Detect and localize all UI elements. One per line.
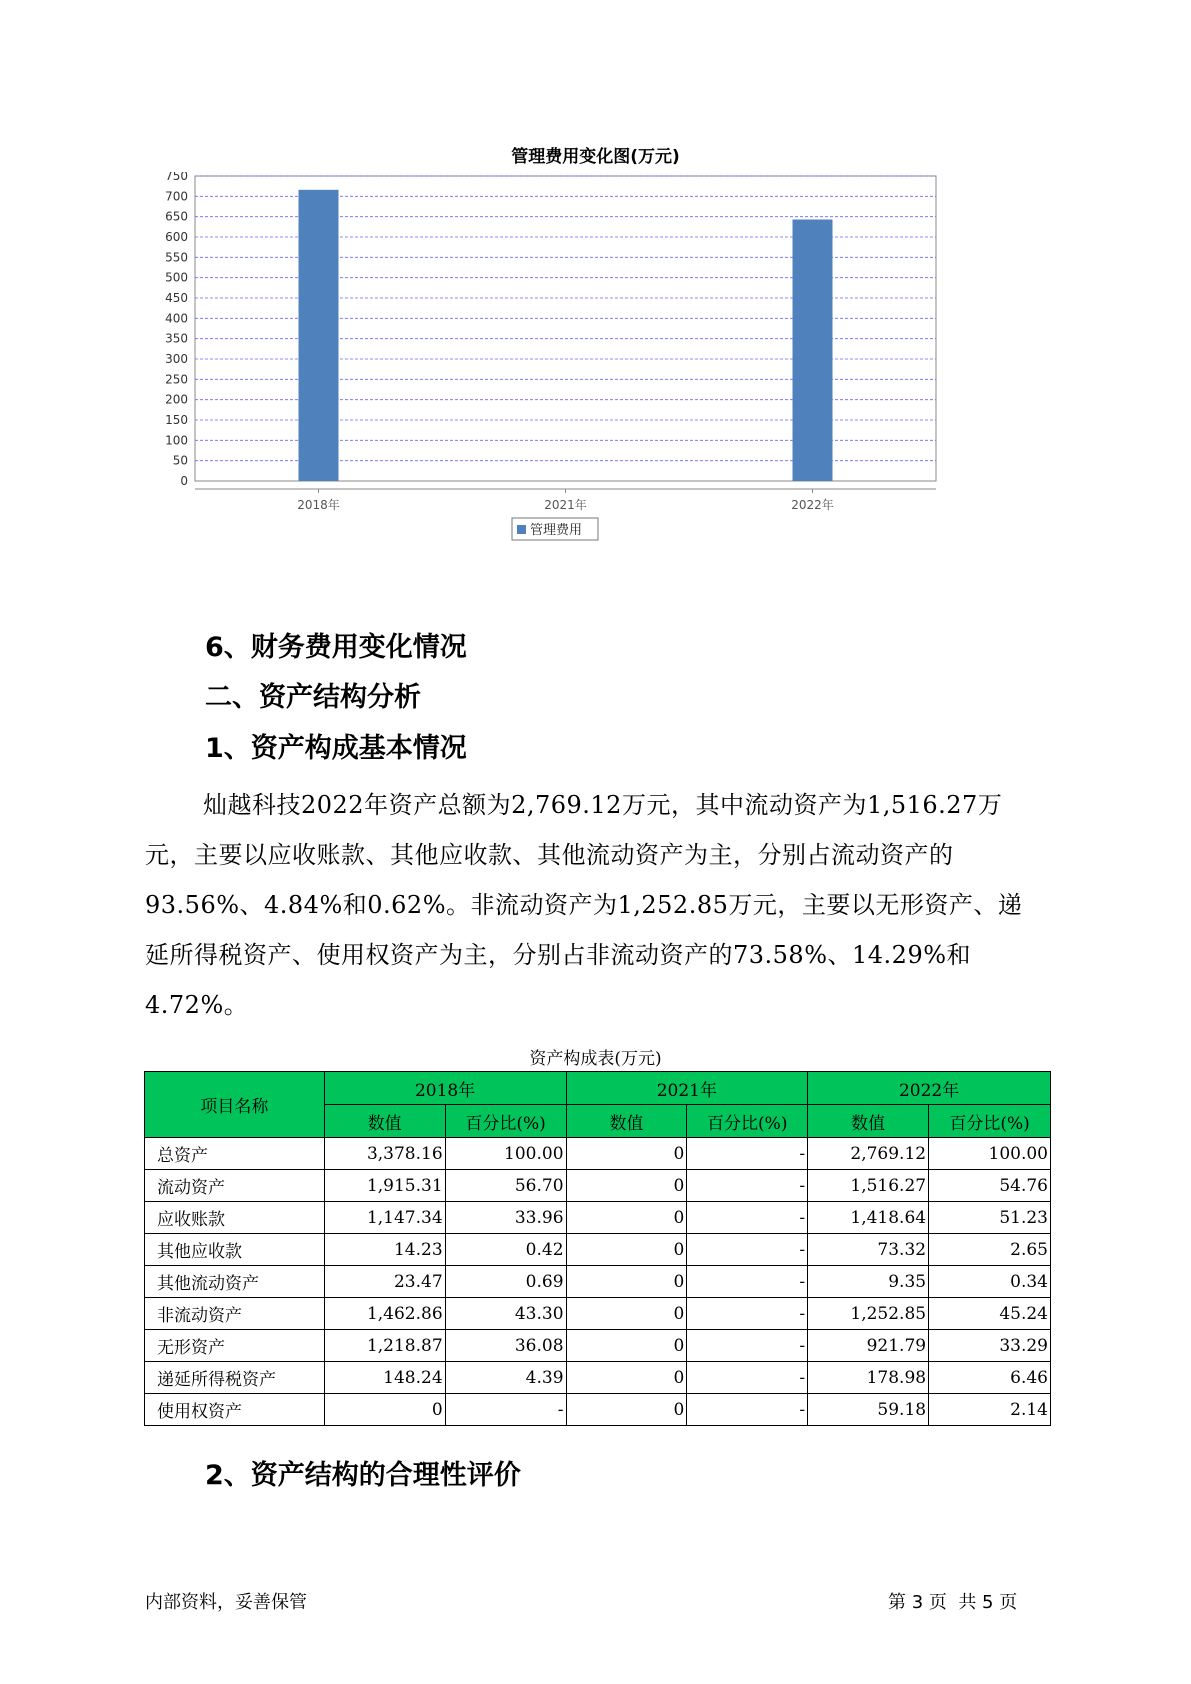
x-tick-label: 2018年 (297, 498, 340, 512)
cell-percent: 4.39 (445, 1362, 566, 1394)
cell-value: 0 (566, 1298, 687, 1330)
table-row (145, 1362, 1051, 1394)
table-row (145, 1266, 1051, 1298)
y-tick-label: 50 (172, 453, 188, 468)
cell-value: 0 (566, 1202, 687, 1234)
legend-swatch (517, 525, 526, 534)
cell-percent: - (687, 1202, 808, 1234)
header-value: 数值 (566, 1105, 687, 1138)
legend-label: 管理费用 (530, 523, 583, 538)
cell-percent: - (687, 1330, 808, 1362)
row-item-name: 使用权资产 (145, 1394, 325, 1426)
cell-value: 1,462.86 (324, 1298, 445, 1330)
cell-value: 0 (566, 1394, 687, 1426)
cell-value: 9.35 (808, 1266, 929, 1298)
cell-value: 1,516.27 (808, 1170, 929, 1202)
cell-value: 0 (566, 1138, 687, 1170)
cell-value: 59.18 (808, 1394, 929, 1426)
cell-value: 0 (566, 1330, 687, 1362)
cell-percent: - (687, 1266, 808, 1298)
cell-value: 3,378.16 (324, 1138, 445, 1170)
cell-value: 14.23 (324, 1234, 445, 1266)
cell-percent: 6.46 (929, 1362, 1051, 1394)
row-item-name: 其他流动资产 (145, 1266, 325, 1298)
cell-percent: 2.65 (929, 1234, 1051, 1266)
y-tick-label: 0 (180, 474, 188, 488)
table-row (145, 1138, 1051, 1170)
cell-percent: 2.14 (929, 1394, 1051, 1426)
footer-page-number: 第 3 页 共 5 页 (888, 1592, 1018, 1613)
cell-value: 0 (566, 1234, 687, 1266)
cell-percent: - (687, 1138, 808, 1170)
cell-percent: 100.00 (929, 1138, 1051, 1170)
heading-asset-composition: 1、资产构成基本情况 (205, 733, 467, 764)
cell-value: 148.24 (324, 1362, 445, 1394)
cell-value: 0 (324, 1394, 445, 1426)
y-tick-label: 300 (165, 352, 188, 366)
x-tick-label: 2022年 (791, 498, 834, 512)
table-caption: 资产构成表(万元) (529, 1049, 662, 1069)
y-tick-label: 250 (165, 372, 188, 387)
x-tick-label: 2021年 (544, 498, 587, 512)
header-item-name: 项目名称 (145, 1072, 325, 1138)
cell-percent: 100.00 (445, 1138, 566, 1170)
row-item-name: 无形资产 (145, 1330, 325, 1362)
table-header-row (145, 1072, 1051, 1105)
y-tick-label: 500 (165, 270, 188, 285)
cell-percent: - (687, 1170, 808, 1202)
table-row (145, 1234, 1051, 1266)
cell-value: 23.47 (324, 1266, 445, 1298)
table-row (145, 1298, 1051, 1330)
heading-asset-structure: 二、资产结构分析 (205, 682, 421, 713)
cell-percent: 36.08 (445, 1330, 566, 1362)
header-year-2022: 2022年 (808, 1072, 1051, 1105)
heading-finance-expense: 6、财务费用变化情况 (205, 632, 467, 663)
header-year-2018: 2018年 (324, 1072, 566, 1105)
row-item-name: 流动资产 (145, 1170, 325, 1202)
cell-value: 0 (566, 1362, 687, 1394)
cell-value: 178.98 (808, 1362, 929, 1394)
table-row (145, 1330, 1051, 1362)
asset-summary-paragraph: 灿越科技2022年资产总额为2,769.12万元，其中流动资产为1,516.27万元，主要以应收账款、其他应收款、其他流动资产为主，分别占流动资产的93.56%、4.84%和0.62%。非流动资产为1,252.85万元，主要以无形资产、递延所得税资产、使用权资产为主，分别占非流动资产的73.58%、14.29%和4.72%。 (145, 791, 1023, 1019)
footer-confidential-note: 内部资料，妥善保管 (145, 1592, 307, 1613)
cell-percent: 54.76 (929, 1170, 1051, 1202)
y-tick-label: 600 (165, 230, 188, 244)
cell-percent: - (687, 1394, 808, 1426)
cell-value: 2,769.12 (808, 1138, 929, 1170)
cell-percent: - (445, 1394, 566, 1426)
row-item-name: 应收账款 (145, 1202, 325, 1234)
cell-value: 1,418.64 (808, 1202, 929, 1234)
cell-percent: 0.42 (445, 1234, 566, 1266)
y-tick-label: 350 (165, 331, 188, 346)
row-item-name: 其他应收款 (145, 1234, 325, 1266)
bar-2022年 (793, 220, 833, 481)
cell-percent: 45.24 (929, 1298, 1051, 1330)
cell-percent: - (687, 1234, 808, 1266)
header-year-2021: 2021年 (566, 1072, 808, 1105)
y-tick-label: 550 (165, 250, 188, 265)
cell-value: 73.32 (808, 1234, 929, 1266)
cell-percent: - (687, 1362, 808, 1394)
chart-title: 管理费用变化图(万元) (511, 147, 680, 167)
cell-value: 1,252.85 (808, 1298, 929, 1330)
cell-percent: - (687, 1298, 808, 1330)
cell-value: 1,218.87 (324, 1330, 445, 1362)
table-row (145, 1202, 1051, 1234)
cell-value: 0 (566, 1170, 687, 1202)
asset-composition-table (144, 1071, 1051, 1426)
header-value: 数值 (324, 1105, 445, 1138)
cell-percent: 33.96 (445, 1202, 566, 1234)
y-tick-label: 450 (165, 291, 188, 305)
header-percent: 百分比(%) (929, 1105, 1051, 1138)
cell-percent: 51.23 (929, 1202, 1051, 1234)
header-percent: 百分比(%) (445, 1105, 566, 1138)
bar-2018年 (299, 190, 339, 481)
cell-value: 0 (566, 1266, 687, 1298)
management-expense-bar-chart (160, 172, 1020, 592)
header-value: 数值 (808, 1105, 929, 1138)
y-tick-label: 400 (165, 311, 188, 326)
y-tick-label: 150 (165, 413, 188, 427)
row-item-name: 非流动资产 (145, 1298, 325, 1330)
cell-percent: 43.30 (445, 1298, 566, 1330)
y-tick-label: 100 (165, 433, 188, 448)
cell-value: 921.79 (808, 1330, 929, 1362)
table-row (145, 1394, 1051, 1426)
row-item-name: 递延所得税资产 (145, 1362, 325, 1394)
cell-value: 1,147.34 (324, 1202, 445, 1234)
cell-percent: 56.70 (445, 1170, 566, 1202)
row-item-name: 总资产 (145, 1138, 325, 1170)
cell-value: 1,915.31 (324, 1170, 445, 1202)
table-row (145, 1170, 1051, 1202)
y-tick-label: 650 (165, 209, 188, 224)
header-percent: 百分比(%) (687, 1105, 808, 1138)
cell-percent: 0.69 (445, 1266, 566, 1298)
y-tick-label: 750 (165, 172, 188, 183)
heading-structure-evaluation: 2、资产结构的合理性评价 (205, 1460, 521, 1491)
cell-percent: 33.29 (929, 1330, 1051, 1362)
y-tick-label: 700 (165, 189, 188, 204)
y-tick-label: 200 (165, 392, 188, 407)
cell-percent: 0.34 (929, 1266, 1051, 1298)
